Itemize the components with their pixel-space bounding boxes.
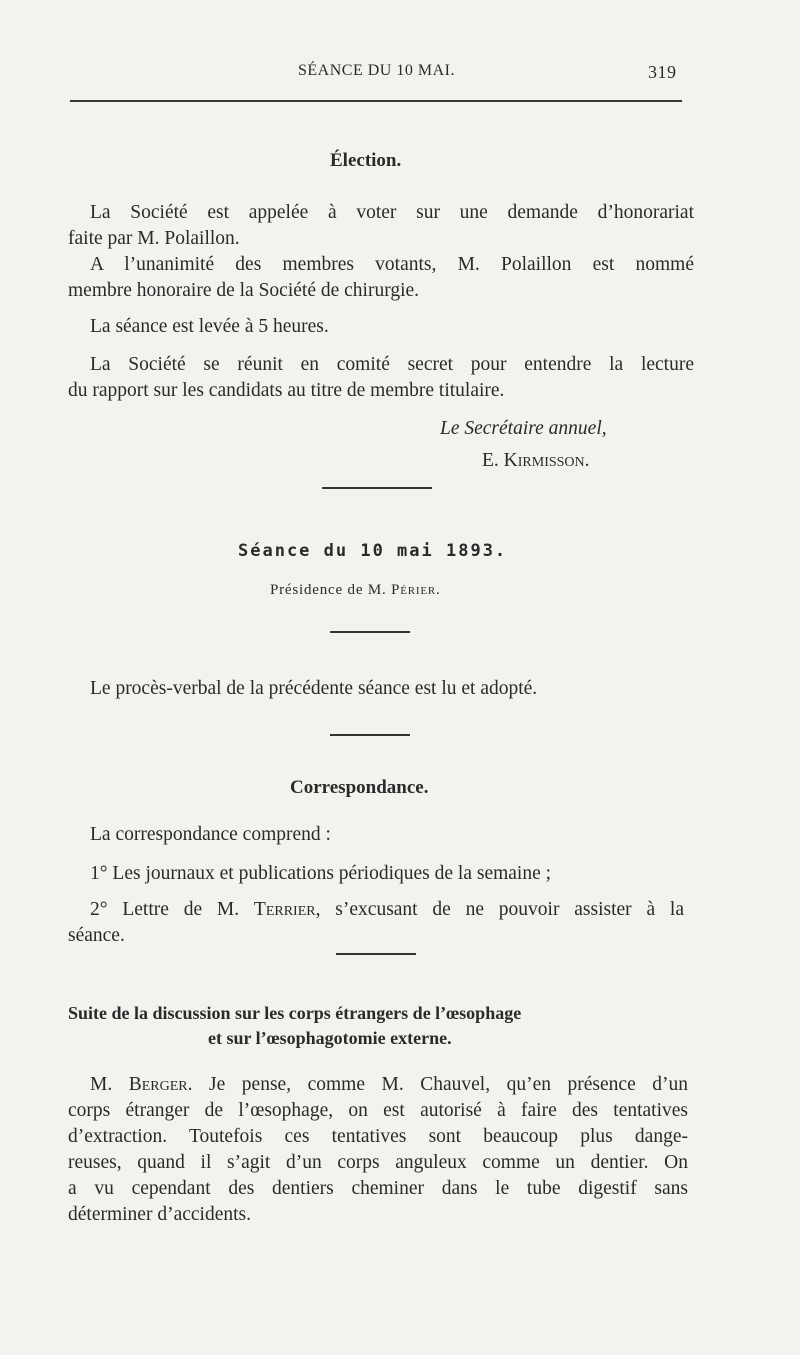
correspondence-item-2-line1 xyxy=(90,897,684,923)
item2-rest: , s’excusant de ne pouvoir assister à la xyxy=(315,899,684,920)
correspondence-heading: Correspondance. xyxy=(290,777,429,798)
election-p2-line1: A l’unanimité des membres votants, M. Polaillon est nommé xyxy=(90,254,694,275)
item2-name: Terrier xyxy=(253,899,316,920)
presidency-name: Périer. xyxy=(391,582,441,598)
discussion-heading-line2: et sur l’œsophagotomie externe. xyxy=(208,1028,452,1048)
speaker-name: M. Berger. xyxy=(90,1074,193,1095)
discussion-line1 xyxy=(90,1072,688,1098)
running-header: SÉANCE DU 10 MAI. xyxy=(298,62,455,79)
discussion-line1-text: Je pense, comme M. Chauvel, qu’en présence d’un xyxy=(192,1074,688,1095)
correspondence-intro: La correspondance comprend : xyxy=(90,824,331,845)
election-p2-line2: membre honoraire de la Société de chirurgie. xyxy=(68,280,420,301)
election-p1-line1: La Société est appelée à voter sur une demande d’honorariat xyxy=(90,202,694,223)
discussion-line2: corps étranger de l’œsophage, on est autorisé à faire des tentatives xyxy=(68,1100,688,1121)
election-p4-line2: du rapport sur les candidats au titre de membre titulaire. xyxy=(68,380,505,401)
section-divider-2 xyxy=(330,631,410,633)
discussion-line4: reuses, quand il s’agit d’un corps anguleux comme un dentier. On xyxy=(68,1152,688,1173)
session-presidency xyxy=(270,582,441,599)
section-divider-3 xyxy=(330,734,410,736)
section-divider-1 xyxy=(322,487,432,489)
presidency-prefix: Présidence de M. xyxy=(270,582,392,598)
correspondence-item-2-line2: séance. xyxy=(68,925,125,946)
signature-prefix: E. xyxy=(482,450,504,471)
election-p4-line1: La Société se réunit en comité secret pour entendre la lecture xyxy=(90,354,694,375)
page-number: 319 xyxy=(648,62,677,82)
header-rule xyxy=(70,100,682,102)
item2-prefix: 2° Lettre de M. xyxy=(90,899,254,920)
discussion-heading-line1: Suite de la discussion sur les corps étrangers de l’œsophage xyxy=(68,1003,522,1023)
signature-role: Le Secrétaire annuel, xyxy=(440,418,607,439)
signature xyxy=(482,448,590,474)
minutes-text: Le procès-verbal de la précédente séance est lu et adopté. xyxy=(90,678,538,699)
correspondence-item-1: 1° Les journaux et publications périodiques de la semaine ; xyxy=(90,863,552,884)
section-divider-4 xyxy=(336,953,416,955)
session-title: Séance du 10 mai 1893. xyxy=(238,541,508,561)
discussion-line6: déterminer d’accidents. xyxy=(68,1204,251,1225)
discussion-line5: a vu cependant des dentiers cheminer dans le tube digestif sans xyxy=(68,1178,688,1199)
election-p1-line2: faite par M. Polaillon. xyxy=(68,228,240,249)
election-heading: Élection. xyxy=(330,150,402,171)
discussion-line3: d’extraction. Toutefois ces tentatives sont beaucoup plus dange- xyxy=(68,1126,688,1147)
election-p3: La séance est levée à 5 heures. xyxy=(90,316,329,337)
signature-name: Kirmisson. xyxy=(503,450,590,471)
